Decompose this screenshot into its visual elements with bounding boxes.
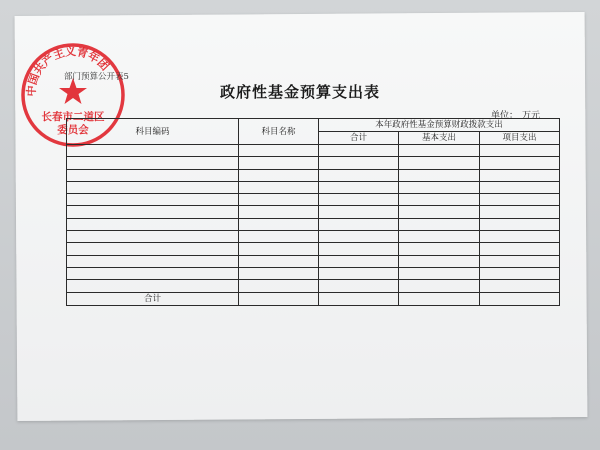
doc-label: 部门预算公开表5	[64, 72, 129, 82]
header-basic: 基本支出	[399, 132, 480, 145]
header-subtotal: 合计	[319, 132, 399, 145]
table-row	[67, 157, 560, 169]
header-name: 科目名称	[239, 119, 319, 145]
budget-table	[66, 118, 560, 306]
unit-value: 万元	[521, 111, 540, 121]
header-group: 本年政府性基金预算财政拨款支出	[319, 119, 560, 132]
header-row-1	[67, 119, 560, 132]
table-row	[67, 206, 560, 218]
table-row	[67, 267, 560, 279]
table-row	[67, 194, 560, 206]
table-row	[67, 145, 560, 157]
table-row	[67, 169, 560, 181]
page-title: 政府性基金预算支出表	[219, 83, 380, 101]
table-row	[67, 255, 560, 267]
unit-label: 单位：	[490, 111, 518, 121]
table-row	[67, 231, 560, 243]
table-row	[67, 181, 560, 193]
seal-arc-text: 中国共产主义青年团	[24, 45, 112, 97]
table-row	[67, 280, 560, 292]
table-row	[67, 218, 560, 230]
total-label: 合计	[67, 292, 239, 305]
table-row	[67, 243, 560, 255]
header-code: 科目编码	[67, 119, 239, 145]
total-row	[67, 292, 560, 305]
seal-line2: 委员会	[57, 124, 89, 136]
header-project: 项目支出	[480, 132, 560, 145]
seal-line1: 长春市二道区	[41, 111, 105, 123]
